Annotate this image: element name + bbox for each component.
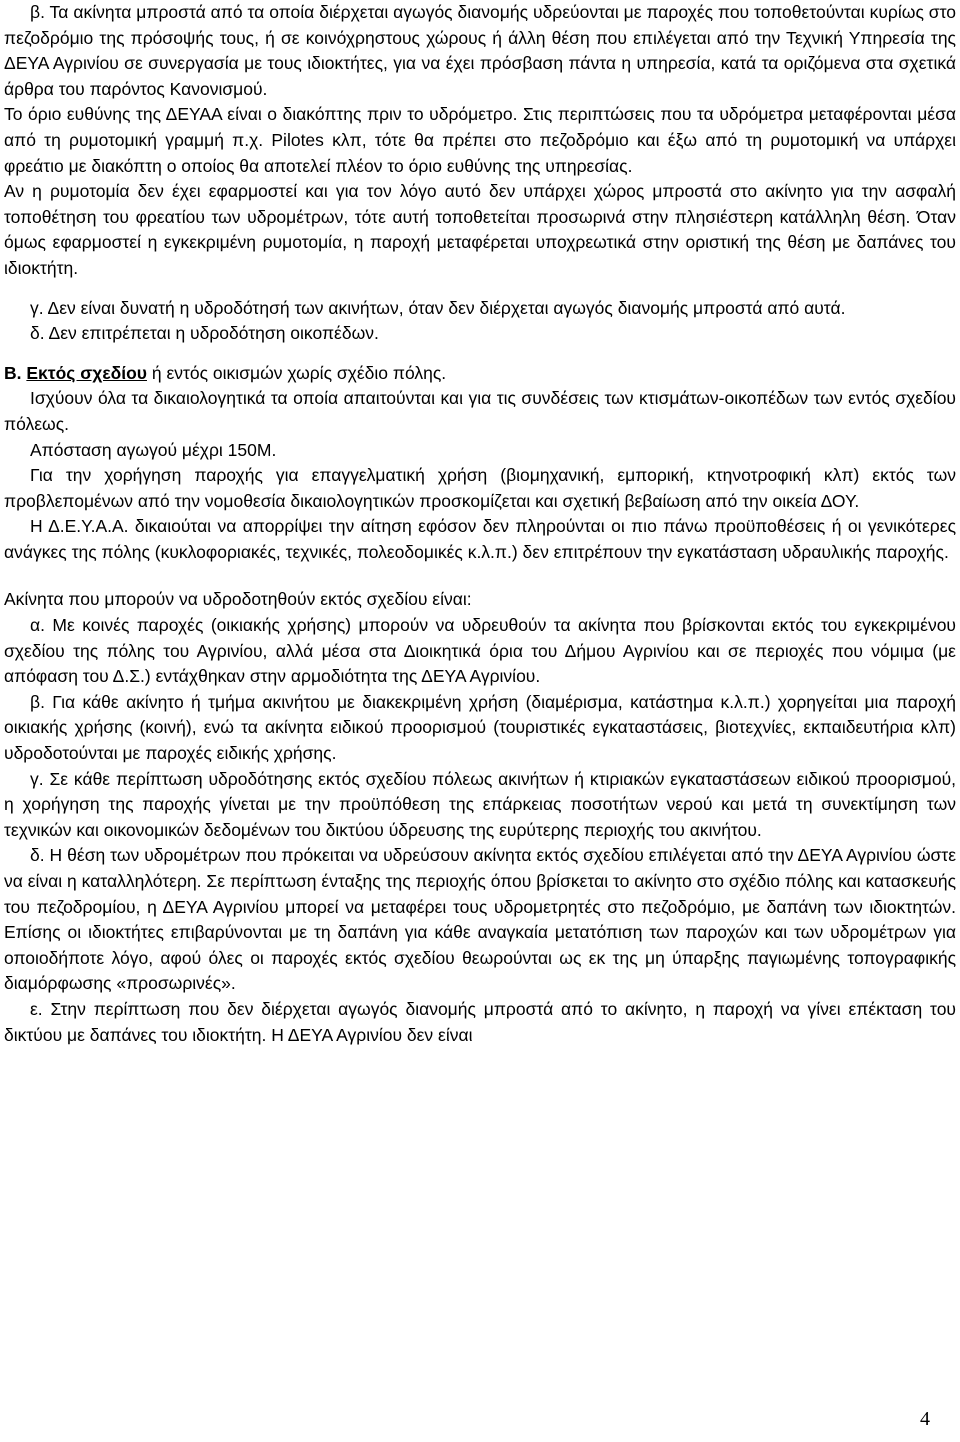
paragraph-a-point: α. Με κοινές παροχές (οικιακής χρήσης) μπορούν να υδρευθούν τα ακίνητα που βρίσκονται εκτός του εγκεκριμένου σχεδίου της πόλης του Αγρινίου, αλλά μέσα στα Διοικητικά όρια του Δήμου Αγρινίου και σε περιοχές που νόμιμα (με απόφαση του Δ.Σ.) εντάχθηκαν στην αρμοδιότητα της ΔΕΥΑ Αγρινίου. — [4, 615, 956, 687]
spacer — [4, 565, 956, 587]
section-b-rest: ή εντός οικισμών χωρίς σχέδιο πόλης. — [146, 362, 447, 383]
spacer — [4, 282, 956, 296]
paragraph-distance: Απόσταση αγωγού μέχρι 150Μ. — [30, 439, 277, 460]
paragraph-c-point: γ. Δεν είναι δυνατή η υδροδότησή των ακινήτων, όταν δεν διέρχεται αγωγός διανομής μπροστά από αυτά. — [30, 297, 846, 318]
paragraph-c2-point: γ. Σε κάθε περίπτωση υδροδότησης εκτός σχεδίου πόλεως ακινήτων ή κτιριακών εγκαταστάσεων ειδικού προορισμού, η χορήγηση της παροχής γίνεται με την προϋπόθεση της επάρκειας ποσοτήτων νερού και μετά τη συνεκτίμηση των τεχνικών και οικονομικών δεδομένων του δικτύου ύδρευσης της ευρύτερης περιοχής του ακινήτου. — [4, 768, 956, 840]
paragraph-urban-planning: Αν η ρυμοτομία δεν έχει εφαρμοστεί και για τον λόγο αυτό δεν υπάρχει χώρος μπροστά στο ακίνητο για την ασφαλή τοποθέτηση του φρεατίου των υδρομέτρων, τότε αυτή τοποθετείται προσωρινά στην πλησιέστερη κατάλληλη θέση. Όταν όμως εφαρμοστεί η εγκεκριμένη ρυμοτομία, η παροχή μεταφέρεται υποχρεωτικά στην οριστική της θέση με δαπάνες του ιδιοκτήτη. — [4, 181, 956, 278]
section-b-title: Εκτός σχεδίου — [26, 362, 147, 383]
paragraph-b2-point: β. Για κάθε ακίνητο ή τμήμα ακινήτου με διακεκριμένη χρήση (διαμέρισμα, κατάστημα κ.λ.π.) χορηγείται μια παροχή οικιακής χρήσης (κοινή), ενώ τα ακίνητα ειδικού προορισμού (τουριστικές εγκαταστάσεις, βιοτεχνίες, εκπαιδευτήρια κλπ) υδροδοτούνται με παροχές ειδικής χρήσης. — [4, 691, 956, 764]
paragraph-rejection: Η Δ.Ε.Υ.Α.Α. δικαιούται να απορρίψει την αίτηση εφόσον δεν πληρούνται οι πιο πάνω προϋποθέσεις ή οι γενικότερες ανάγκες της πόλης (κυκλοφοριακές, τεχνικές, πολεοδομικές κ.λ.π.) δεν επιτρέπουν την εγκατάσταση υδραυλικής παροχής. — [4, 516, 956, 562]
page-number: 4 — [920, 1408, 930, 1430]
paragraph-documents: Ισχύουν όλα τα δικαιολογητικά τα οποία απαιτούνται και για τις συνδέσεις των κτισμάτων-οικοπέδων των εντός σχεδίου πόλεως. — [4, 388, 956, 434]
paragraph-professional-use: Για την χορήγηση παροχής για επαγγελματική χρήση (βιομηχανική, εμπορική, κτηνοτροφική κλπ) εκτός των προβλεπομένων από την νομοθεσία δικαιολογητικών προσκομίζεται και σχετική βεβαίωση από την οικεία ΔΟΥ. — [4, 465, 956, 511]
paragraph-b-point: β. Τα ακίνητα μπροστά από τα οποία διέρχεται αγωγός διανομής υδρεύονται με παροχές που τοποθετούνται κυρίως στο πεζοδρόμιο της πρόσοψής τους, ή σε κοινόχρηστους χώρους ή άλλη θέση που επιλέγεται από την Τεχνική Υπηρεσία της ΔΕΥΑ Αγρινίου σε συνεργασία με τους ιδιοκτήτες, για να έχει πρόσβαση πάντα η υπηρεσία, κατά τα οριζόμενα στα σχετικά άρθρα του παρόντος Κανονισμού. — [4, 2, 956, 99]
paragraph-e-point: ε. Στην περίπτωση που δεν διέρχεται αγωγός διανομής μπροστά από το ακίνητο, η παροχή να γίνει επέκταση του δικτύου με δαπάνες του ιδιοκτήτη. Η ΔΕΥΑ Αγρινίου δεν είναι — [4, 998, 956, 1045]
paragraph-d2-point: δ. Η θέση των υδρομέτρων που πρόκειται να υδρεύσουν ακίνητα εκτός σχεδίου επιλέγεται από την ΔΕΥΑ Αγρινίου ώστε να είναι η καταλληλότερη. Σε περίπτωση ένταξης της περιοχής όπου βρίσκεται το ακίνητο στο σχέδιο πόλης και κατασκευής του πεζοδρομίου, η ΔΕΥΑ Αγρινίου μπορεί να μεταφέρει τους υδρομετρητές στο πεζοδρόμιο, με δαπάνη των ιδιοκτητών. Επίσης οι ιδιοκτήτες επιβαρύνονται με τη δαπάνη για κάθε αναγκαία μετατόπιση των παροχών και των υδρομέτρων για οποιοδήποτε λόγο, αφού όλες οι παροχές εκτός σχεδίου θεωρούνται ως εκ της μη ύπαρξης παγιωμένης τοπογραφικής διαμόρφωσης «προσωρινές». — [4, 845, 957, 994]
paragraph-d-point: δ. Δεν επιτρέπεται η υδροδότηση οικοπέδων. — [30, 323, 379, 344]
section-b-heading — [4, 361, 956, 387]
spacer — [4, 347, 956, 361]
paragraph-out-of-plan-intro: Ακίνητα που μπορούν να υδροδοτηθούν εκτός σχεδίου είναι: — [4, 589, 472, 610]
paragraph-responsibility-limit: Το όριο ευθύνης της ΔΕΥΑΑ είναι ο διακόπτης πριν το υδρόμετρο. Στις περιπτώσεις που τα υδρόμετρα μεταφέρονται μέσα από τη ρυμοτομική γραμμή π.χ. Pilotes κλπ, τότε θα πρέπει στο πεζοδρόμιο και έξω από τη ρυμοτομική να υπάρχει φρεάτιο με διακόπτη ο οποίος θα αποτελεί πλέον το όριο ευθύνης της υπηρεσίας. — [4, 104, 956, 176]
section-b-letter: Β. — [4, 362, 22, 383]
